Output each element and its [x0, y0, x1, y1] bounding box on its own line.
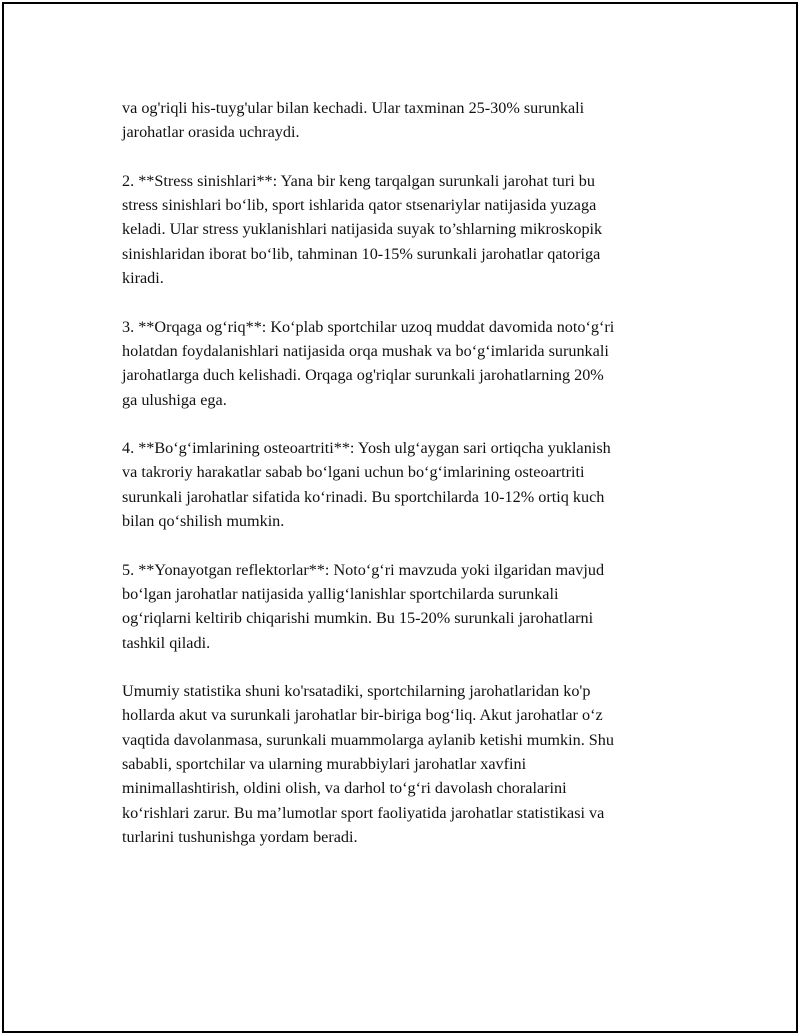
paragraph-back-pain: 3. **Orqaga og‘riq**: Ko‘plab sportchilar uzoq muddat davomida noto‘g‘ri holatdan foydalanishlari natijasida orqa mushak va bo‘g‘imlarida surunkali jarohatlarga duch kelishadi. Orqaga og'riqlar surunkali jarohatlarning 20% ga ulushiga ega.	[122, 317, 615, 409]
paragraph-stress-fractures: 2. **Stress sinishlari**: Yana bir keng tarqalgan surunkali jarohat turi bu stress sinishlari bo‘lib, sport ishlarida qator stsenariylar natijasida yuzaga keladi. Ular stress yuklanishlari natijasida suyak to’shlarning mikroskopik sinishlaridan iborat bo‘lib, tahminan 10-15% surunkali jarohatlar qatoriga kiradi.	[122, 171, 603, 288]
document-body	[122, 96, 702, 874]
paragraph-summary: Umumiy statistika shuni ko'rsatadiki, sportchilarning jarohatlaridan ko'p hollarda akut va surunkali jarohatlar bir-biriga bog‘liq. Akut jarohatlar o‘z vaqtida davolanmasa, surunkali muammolarga aylanib ketishi mumkin. Shu sababli, sportchilar va ularning murabbiylari jarohatlar xavfini minimallashtirish, oldini olish, va darhol to‘g‘ri davolash choralarini ko‘rishlari zarur. Bu ma’lumotlar sport faoliyatida jarohatlar statistikasi va turlarini tushunishga yordam beradi.	[122, 682, 614, 846]
page-frame	[2, 2, 798, 1033]
paragraph-joint-osteoarthritis: 4. **Bo‘g‘imlarining osteoartriti**: Yosh ulg‘aygan sari ortiqcha yuklanish va takroriy harakatlar sabab bo‘lgani uchun bo‘g‘imlarining osteoartriti surunkali jarohatlar sifatida ko‘rinadi. Bu sportchilarda 10-12% ortiq kuch bilan qo‘shilish mumkin.	[122, 439, 611, 531]
paragraph-inflammation: 5. **Yonayotgan reflektorlar**: Noto‘g‘ri mavzuda yoki ilgaridan mavjud bo‘lgan jarohatlar natijasida yallig‘lanishlar sportchilarda surunkali og‘riqlarni keltirib chiqarishi mumkin. Bu 15-20% surunkali jarohatlarni tashkil qiladi.	[122, 560, 605, 652]
paragraph-intro-continuation: va og'riqli his-tuyg'ular bilan kechadi. Ular taxminan 25-30% surunkali jarohatlar orasida uchraydi.	[122, 99, 585, 142]
